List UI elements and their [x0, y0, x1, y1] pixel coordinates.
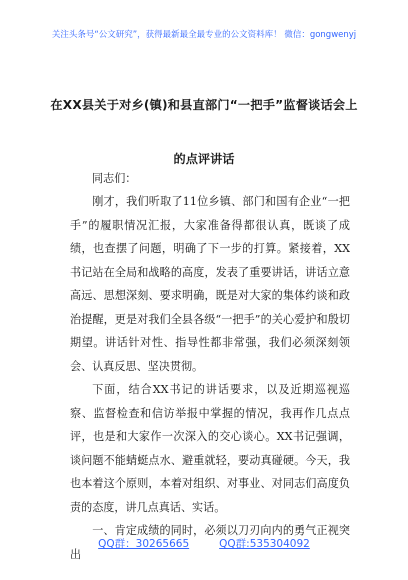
paragraph: 一、肯定成绩的同时，必须以刀刃向内的勇气正视突出 [70, 524, 350, 561]
paragraph: 刚才，我们听取了11位乡镇、部门和国有企业“一把手”的履职情况汇报，大家准备得都很认真，既谈了成绩，也查摆了问题，明确了下一步的打算。紧接着，XX书记站在全局和战略的高度，发表了重要讲话，讲话立意高远、思想深刻、要求明确，既是对大家的集体约谈和政治提醒，更是对我们全县各级“一把手”的关心爱护和殷切期望。讲话针对性、指导性都非常强，我们必须深刻领会、认真反思、坚决贯彻。 [70, 195, 350, 373]
document-title-continued: 的点评讲话 [173, 152, 235, 166]
promo-banner: 关注头条号“公文研究”，获得最新最全最专业的公文资料库！ 微信：gongwenyj [51, 30, 357, 40]
salutation: 同志们： [92, 172, 137, 185]
document-body [70, 190, 350, 566]
footer [0, 536, 408, 551]
document-title: 在XX县关于对乡(镇)和县直部门“一把手”监督谈话会上 [50, 98, 358, 112]
paragraph: 下面，结合XX书记的讲话要求，以及近期巡视巡察、监督检查和信访举报中掌握的情况，我再作几点点评，也是和大家作一次深入的交心谈心。XX书记强调，谈问题不能蜻蜓点水、避重就轻，要动真碰硬。今天，我也本着这个原则，本着对组织、对事业、对同志们高度负责的态度，讲几点真话、实话。 [70, 383, 350, 514]
qq-group-link-2[interactable]: QQ群:535304092 [219, 538, 310, 550]
qq-group-link-1[interactable]: QQ群：30265665 [98, 538, 190, 550]
